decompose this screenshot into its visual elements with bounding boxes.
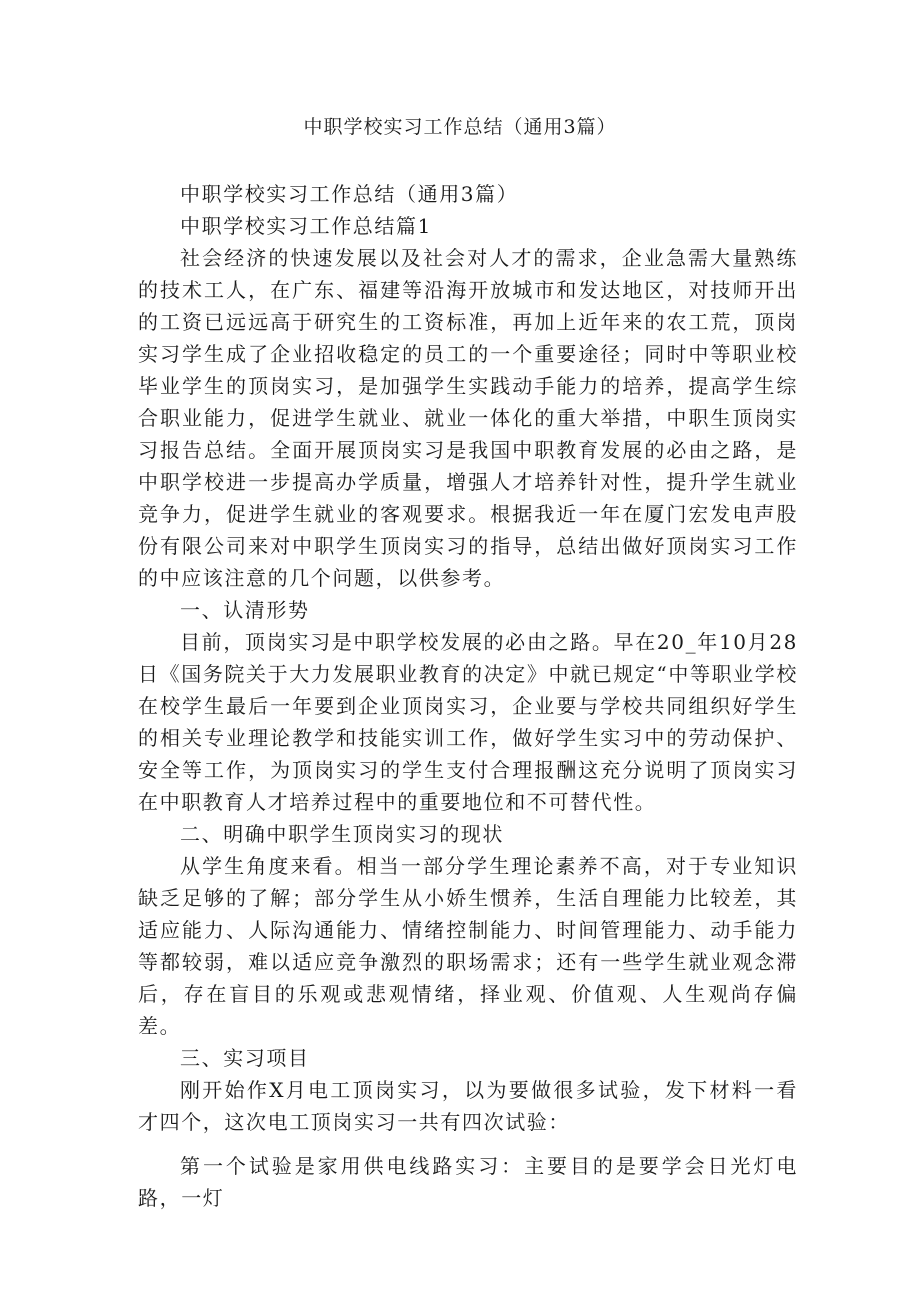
first-experiment-paragraph: 第一个试验是家用供电线路实习：主要目的是要学会日光灯电路，一灯 <box>138 1154 798 1210</box>
section-heading-part1: 中职学校实习工作总结篇1 <box>180 214 432 238</box>
status-paragraph: 从学生角度来看。相当一部分学生理论素养不高，对于专业知识缺乏足够的了解；部分学生从小娇生惯养，生活自理能力比较差，其适应能力、人际沟通能力、情绪控制能力、时间管理能力、动手能力等都较弱，难以适应竞争激烈的职场需求；还有一些学生就业观念滞后，存在盲目的乐观或悲观情绪，择业观、价值观、人生观尚存偏差。 <box>138 854 798 1038</box>
document-title: 中职学校实习工作总结（通用3篇） <box>303 116 617 138</box>
subtitle: 中职学校实习工作总结（通用3篇） <box>180 182 519 206</box>
intro-paragraph: 社会经济的快速发展以及社会对人才的需求，企业急需大量熟练的技术工人，在广东、福建等沿海开放城市和发达地区，对技师开出的工资已远远高于研究生的工资标准，再加上近年来的农工荒，顶岗实习学生成了企业招收稳定的员工的一个重要途径；同时中等职业校毕业学生的顶岗实习，是加强学生实践动手能力的培养，提高学生综合职业能力，促进学生就业、就业一体化的重大举措，中职生顶岗实习报告总结。全面开展顶岗实习是我国中职教育发展的必由之路，是中职学校进一步提高办学质量，增强人才培养针对性，提升学生就业竞争力，促进学生就业的客观要求。根据我近一年在厦门宏发电声股份有限公司来对中职学生顶岗实习的指导，总结出做好顶岗实习工作的中应该注意的几个问题，以供参考。 <box>138 246 798 590</box>
projects-paragraph: 刚开始作X月电工顶岗实习，以为要做很多试验，发下材料一看才四个，这次电工顶岗实习一共有四次试验： <box>138 1078 798 1134</box>
situation-paragraph: 目前，顶岗实习是中职学校发展的必由之路。早在20_年10月28日《国务院关于大力发展职业教育的决定》中就已规定“中等职业学校在校学生最后一年要到企业顶岗实习，企业要与学校共同组织好学生的相关专业理论教学和技能实训工作，做好学生实习中的劳动保护、安全等工作，为顶岗实习的学生支付合理报酬这充分说明了顶岗实习在中职教育人才培养过程中的重要地位和不可替代性。 <box>138 630 798 814</box>
document-body <box>138 178 798 1214</box>
heading-situation: 一、认清形势 <box>180 598 310 622</box>
heading-status: 二、明确中职学生顶岗实习的现状 <box>180 822 504 846</box>
heading-projects: 三、实习项目 <box>180 1046 310 1070</box>
